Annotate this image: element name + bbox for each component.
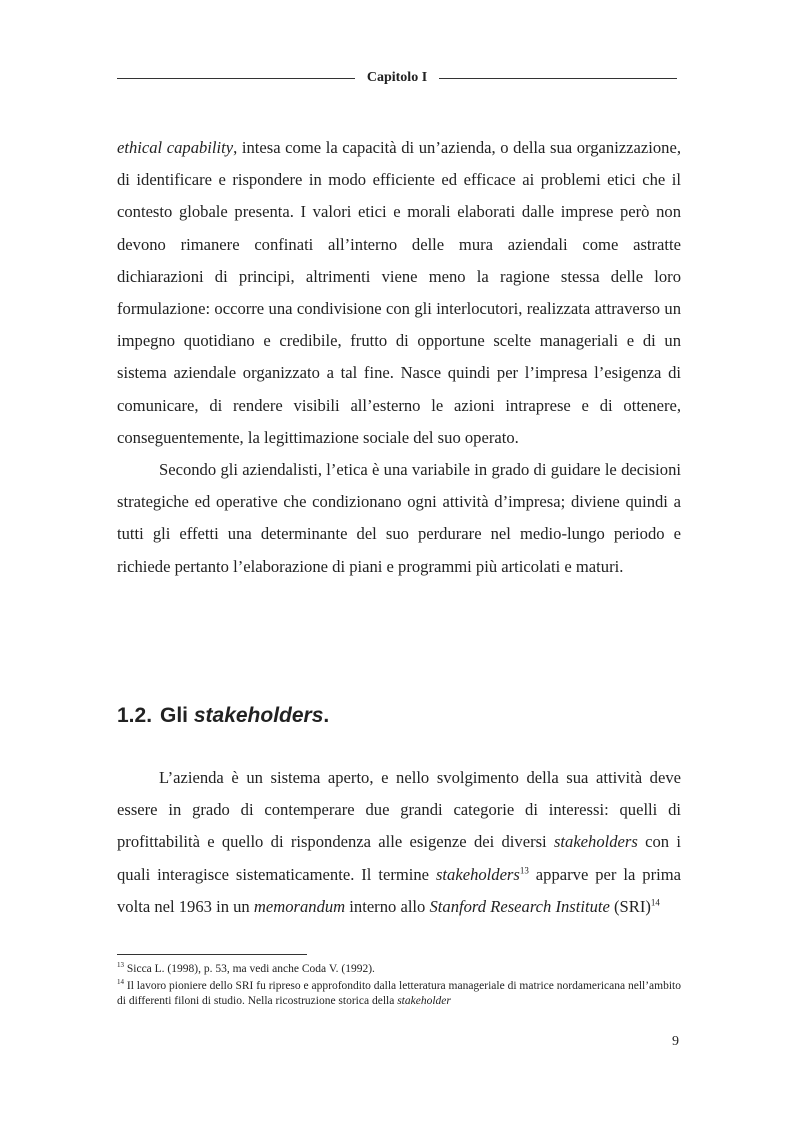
italic-term: stakeholders xyxy=(435,864,520,884)
page-number: 9 xyxy=(672,1034,679,1049)
footnote-13 xyxy=(117,962,681,978)
section-title-prefix: Gli xyxy=(160,704,194,727)
header-rule-left xyxy=(117,78,355,79)
italic-term: stakeholder xyxy=(397,995,451,1007)
footnotes xyxy=(117,962,681,1011)
paragraph-text: Secondo gli aziendalisti, l’etica è una variabile in grado di guidare le decisioni strategiche ed operative che condizionano ogni attività d’impresa; diviene quindi a tutti gli effetti una determinante del suo perdurare nel medio-lungo periodo e richiede pertanto l’elaborazione di piani e programmi più articolati e maturi. xyxy=(117,460,681,576)
italic-term: Stanford Research Institute xyxy=(429,896,610,916)
text-run: L’azienda è un sistema aperto, e nello svolgimento della sua attività deve essere in grado di contemperare due grandi categorie di interessi: quelli di profittabilità e quello di rispondenza alle esigenze dei diversi xyxy=(117,768,681,852)
section-title-italic: stakeholders xyxy=(193,704,324,727)
italic-term: memorandum xyxy=(253,896,346,916)
paragraph-aziendalisti xyxy=(117,454,681,583)
footnote-separator xyxy=(117,954,307,955)
header-rule-right xyxy=(439,78,677,79)
body-text-lower xyxy=(117,762,681,923)
text-run: interno allo xyxy=(345,896,430,916)
text-run: con i quali interagisce sistematicamente. Il termine xyxy=(117,832,681,884)
paragraph-azienda-sistema-aperto xyxy=(117,762,681,923)
footnote-text: Sicca L. (1998), p. 53, ma vedi anche Coda V. (1992). xyxy=(124,963,375,975)
italic-term: stakeholders xyxy=(553,832,638,852)
section-number: 1.2. xyxy=(117,704,153,727)
footnote-ref-14[interactable]: 14 xyxy=(650,897,660,908)
paragraph-ethical-capability xyxy=(117,132,681,454)
italic-term: ethical capability xyxy=(117,138,234,157)
body-text-upper xyxy=(117,132,681,583)
running-header xyxy=(117,66,677,90)
chapter-label: Capitolo I xyxy=(366,70,428,85)
footnote-text: Il lavoro pioniere dello SRI fu ripreso e approfondito dalla letteratura manageriale di matrice nordamericana nell’ambito di differenti filoni di studio. Nella ricostruzione storica della xyxy=(117,979,681,1007)
footnote-14 xyxy=(117,979,681,1010)
footnote-number: 13 xyxy=(117,961,124,970)
section-heading xyxy=(117,704,329,728)
footnote-ref-13[interactable]: 13 xyxy=(519,865,529,876)
footnote-number: 14 xyxy=(117,977,124,986)
section-title-suffix: . xyxy=(323,704,330,727)
text-run: (SRI) xyxy=(609,896,651,916)
paragraph-text: , intesa come la capacità di un’azienda, o della sua organizzazione, di identificare e rispondere in modo efficiente ed efficace ai problemi etici che il contesto globale presenta. I valori etici e morali elaborati dalle imprese però non devono rimanere confinati all’interno delle mura aziendali come astratte dichiarazioni di principi, altrimenti viene meno la ragione stessa delle loro formulazione: occorre una condivisione con gli interlocutori, realizzata attraverso un impegno quotidiano e credibile, frutto di opportune scelte manageriali e di un sistema aziendale organizzato a tal fine. Nasce quindi per l’impresa l’esigenza di comunicare, di rendere visibili all’esterno le azioni intraprese e di ottenere, conseguentemente, la legittimazione sociale del suo operato. xyxy=(117,138,681,447)
text-run: apparve per la prima volta nel 1963 in un xyxy=(117,864,681,916)
